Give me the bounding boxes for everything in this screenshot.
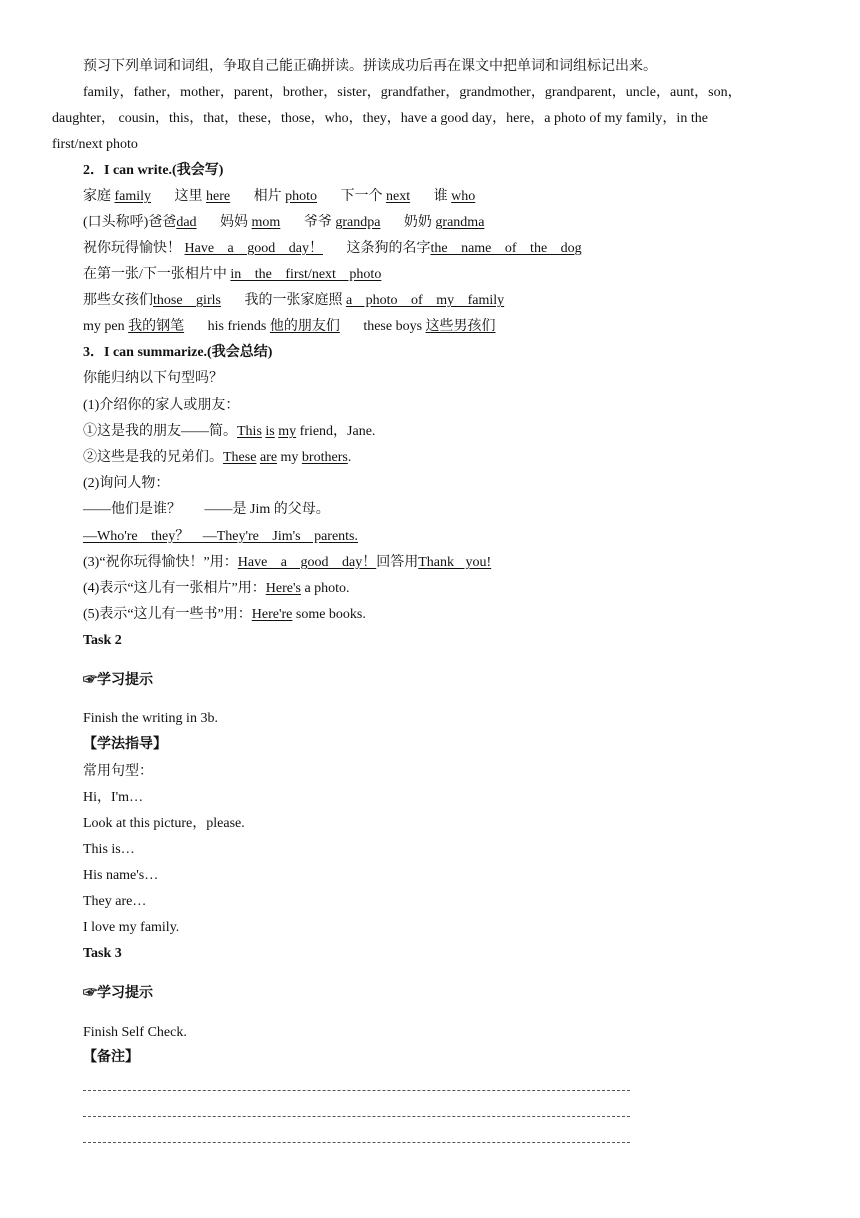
- item5-rest: some books.: [295, 607, 366, 622]
- sentence-pattern-5: They are…: [83, 894, 147, 909]
- vocab-list: [52, 80, 808, 158]
- item1-b-mid: my: [280, 450, 299, 465]
- section3-question: 你能归纳以下句型吗？: [83, 371, 223, 386]
- row6-answer-1: 我的钢笔: [128, 319, 185, 334]
- item5-prompt: (5)表示“这儿有一些书”用：: [83, 607, 252, 622]
- item2-dialogue: [83, 500, 330, 520]
- write-row-6: [83, 317, 496, 337]
- row1-answer-5: who: [451, 189, 476, 204]
- row2-answer-3: grandpa: [335, 215, 381, 230]
- sentence-pattern-1: Hi，I'm…: [83, 790, 144, 805]
- task2-title: Task 2: [83, 633, 122, 648]
- row2-answer-4: grandma: [435, 215, 485, 230]
- item2-answer: —Who're they？ —They're Jim's parents.: [83, 529, 359, 544]
- row3-cn-1: 祝你玩得愉快！: [83, 241, 181, 256]
- item1-sentence-b: [83, 448, 351, 468]
- row4-answer-1: in the first/next photo: [230, 267, 382, 282]
- item4: [83, 579, 350, 599]
- task3-instruction: Finish Self Check.: [83, 1025, 187, 1040]
- task2-common-label: 常用句型：: [83, 764, 153, 779]
- item1-b-cn: ②这些是我的兄弟们。: [83, 450, 223, 465]
- row1-answer-2: here: [206, 189, 231, 204]
- row2-cn-1: (口头称呼)爸爸: [83, 215, 177, 230]
- row2-cn-3: 爷爷: [303, 215, 332, 230]
- write-row-2: [83, 213, 484, 233]
- sentence-pattern-4: His name's…: [83, 868, 159, 883]
- write-row-5: [83, 291, 504, 311]
- task2-instruction: Finish the writing in 3b.: [83, 711, 218, 726]
- row6-en-2: his friends: [207, 319, 267, 334]
- row6-answer-2: 他的朋友们: [269, 319, 340, 334]
- vocab-line-3: first/next photo: [52, 137, 138, 152]
- item2-question: ——他们是谁？: [83, 502, 181, 517]
- item3: [83, 553, 491, 573]
- row5-answer-1: those girls: [153, 293, 221, 308]
- section2-heading: 2．I can write.(我会写): [83, 163, 224, 178]
- sentence-pattern-2: Look at this picture，please.: [83, 816, 245, 831]
- vocab-line-2: daughter， cousin，this，that，these，those，who，they，have a good day，here，a photo of my family，in the: [52, 111, 708, 126]
- item4-prompt: (4)表示“这儿有一张相片”用：: [83, 581, 266, 596]
- write-row-1: [83, 187, 489, 207]
- row4-cn-1: 在第一张/下一张相片中: [83, 267, 227, 282]
- notes-title: 【备注】: [83, 1050, 139, 1065]
- item3-prompt: (3)“祝你玩得愉快！”用：: [83, 555, 238, 570]
- item3-answer-1: Have a good day！: [237, 555, 377, 570]
- item1-b-answer-1: These: [223, 450, 257, 465]
- write-row-3: [83, 239, 582, 259]
- row2-cn-2: 妈妈: [220, 215, 249, 230]
- row3-answer-2: the name of the dog: [430, 241, 582, 256]
- task3-tip: ☞学习提示: [83, 986, 153, 1001]
- row2-answer-1: dad: [176, 215, 197, 230]
- row1-cn-1: 家庭: [83, 189, 111, 204]
- row5-cn-2: 我的一张家庭照: [244, 293, 343, 308]
- row3-cn-2: 这条狗的名字: [346, 241, 431, 256]
- row1-cn-2: 这里: [174, 189, 203, 204]
- item2-title: (2)询问人物：: [83, 476, 170, 491]
- row2-answer-2: mom: [251, 215, 281, 230]
- row6-en-3: these boys: [363, 319, 423, 334]
- item5: [83, 605, 366, 625]
- row5-answer-2: a photo of my family: [345, 293, 505, 308]
- task2-method-title: 【学法指导】: [83, 737, 167, 752]
- row1-answer-1: family: [114, 189, 152, 204]
- row6-en-1: my pen: [83, 319, 125, 334]
- sentence-pattern-6: I love my family.: [83, 920, 180, 935]
- row5-cn-1: 那些女孩们: [83, 293, 153, 308]
- item1-b-answer-2: are: [259, 450, 278, 465]
- item1-b-answer-3: brothers: [301, 450, 348, 465]
- vocab-line-1: family，father，mother，parent，brother，sister，grandfather，grandmother，grandparent，uncle，aunt，son，: [83, 85, 742, 100]
- row1-answer-3: photo: [285, 189, 318, 204]
- task3-title: Task 3: [83, 946, 122, 961]
- write-row-4: [83, 265, 381, 285]
- item2-reply: ——是 Jim 的父母。: [204, 502, 330, 517]
- item3-mid: 回答用: [376, 555, 419, 570]
- row1-answer-4: next: [386, 189, 411, 204]
- row1-cn-5: 谁: [433, 189, 448, 204]
- notes-line-1[interactable]: [83, 1090, 630, 1091]
- item4-answer: Here's: [265, 581, 301, 596]
- item1-a-cn: ①这是我的朋友——简。: [83, 424, 237, 439]
- item1-title: (1)介绍你的家人或朋友：: [83, 398, 240, 413]
- item1-a-rest: friend，Jane.: [299, 424, 376, 439]
- item1-a-answer-1: This: [237, 424, 262, 439]
- item4-rest: a photo.: [304, 581, 350, 596]
- item2-answer-line: [83, 527, 358, 547]
- item3-answer-2: Thank you!: [418, 555, 492, 570]
- notes-line-3[interactable]: [83, 1142, 630, 1143]
- item1-sentence-a: [83, 422, 375, 442]
- item1-a-answer-2: is: [265, 424, 275, 439]
- item5-answer: Here're: [251, 607, 293, 622]
- row3-answer-1: Have a good day！: [184, 241, 323, 256]
- row1-cn-3: 相片: [253, 189, 282, 204]
- section3-heading: 3．I can summarize.(我会总结): [83, 345, 273, 360]
- row2-cn-4: 奶奶: [403, 215, 432, 230]
- sentence-pattern-3: This is…: [83, 842, 135, 857]
- item1-a-answer-3: my: [278, 424, 297, 439]
- item1-b-end: .: [347, 450, 352, 465]
- row1-cn-4: 下一个: [340, 189, 383, 204]
- notes-line-2[interactable]: [83, 1116, 630, 1117]
- intro-instruction: 预习下列单词和词组，争取自己能正确拼读。拼读成功后再在课文中把单词和词组标记出来。: [83, 59, 657, 74]
- task2-tip: ☞学习提示: [83, 673, 153, 688]
- row6-answer-3: 这些男孩们: [425, 319, 496, 334]
